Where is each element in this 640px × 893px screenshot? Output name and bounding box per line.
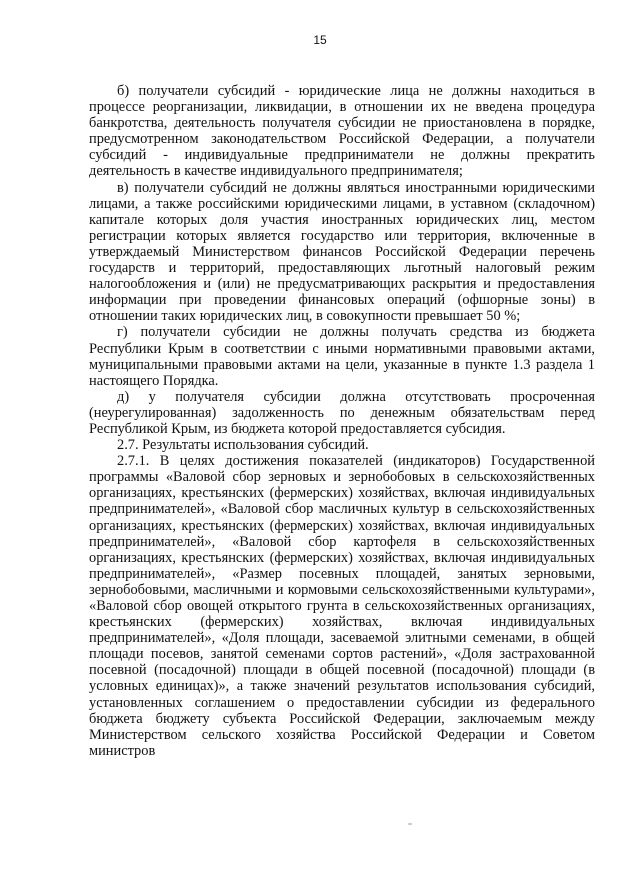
paragraph-d: д) у получателя субсидии должна отсутствовать просроченная (неурегулированная) задолженность по денежным обязательствам перед Республикой Крым, из бюджета которой предоставляется субсидия. xyxy=(89,388,595,437)
section-heading-2-7: 2.7. Результаты использования субсидий. xyxy=(117,437,369,454)
paragraph-v: в) получатели субсидий не должны являться иностранными юридическими лицами, а также российскими юридическими лицами, в уставном (складочном) капитале которых доля участия иностранных юридических лиц, местом регистрации которых является государство или территория, включенные в утверждаемый Министерством финансов Российской Федерации перечень государств и территорий, предоставляющих льготный налоговый режим налогообложения и (или) не предусматривающих раскрытия и предоставления информации при проведении финансовых операций (офшорные зоны) в отношении таких юридических лиц, в совокупности превышает 50 %; xyxy=(89,179,595,325)
page-number: 15 xyxy=(313,33,327,47)
paragraph-b: б) получатели субсидий - юридические лица не должны находиться в процессе реорганизации, ликвидации, в отношении их не введена процедура банкротства, деятельность получателя субсидии не приостановлена в порядке, предусмотренном законодательством Российской Федерации, а получатели субсидий - индивидуальные предприниматели не должны прекратить деятельность в качестве индивидуального предпринимателя; xyxy=(89,83,595,180)
paragraph-2-7-1: 2.7.1. В целях достижения показателей (индикаторов) Государственной программы «Валовой сбор зерновых и зернобобовых в сельскохозяйственных организациях, крестьянских (фермерских) хозяйствах, включая индивидуальных предпринимателей», «Валовой сбор масличных культур в сельскохозяйственных организациях, крестьянских (фермерских) хозяйствах, включая индивидуальных предпринимателей», «Валовой сбор картофеля в сельскохозяйственных организациях, крестьянских (фермерских) хозяйствах, включая индивидуальных предпринимателей», «Размер посевных площадей, занятых зерновыми, зернобобовыми, масличными и кормовыми сельскохозяйственными культурами», «Валовой сбор овощей открытого грунта в сельскохозяйственных организациях, крестьянских (фермерских) хозяйствах, включая индивидуальных предпринимателей», «Доля площади, засеваемой элитными семенами, в общей площади посевов, занятой семенами сортов растений», «Доля застрахованной посевной (посадочной) площади в общей посевной (посадочной) площади (в условных единицах)», а также значений результатов использования субсидий, установленных соглашением о предоставлении субсидии из федерального бюджета бюджету субъекта Российской Федерации, заключаемым между Министерством сельского хозяйства Российской Федерации и Советом министров xyxy=(89,453,595,759)
paragraph-g: г) получатели субсидии не должны получать средства из бюджета Республики Крым в соответствии с иными нормативными правовыми актами, муниципальными правовыми актами на цели, указанные в пункте 1.3 раздела 1 настоящего Порядка. xyxy=(89,324,595,389)
scan-speck xyxy=(408,823,412,825)
document-body xyxy=(89,83,595,759)
